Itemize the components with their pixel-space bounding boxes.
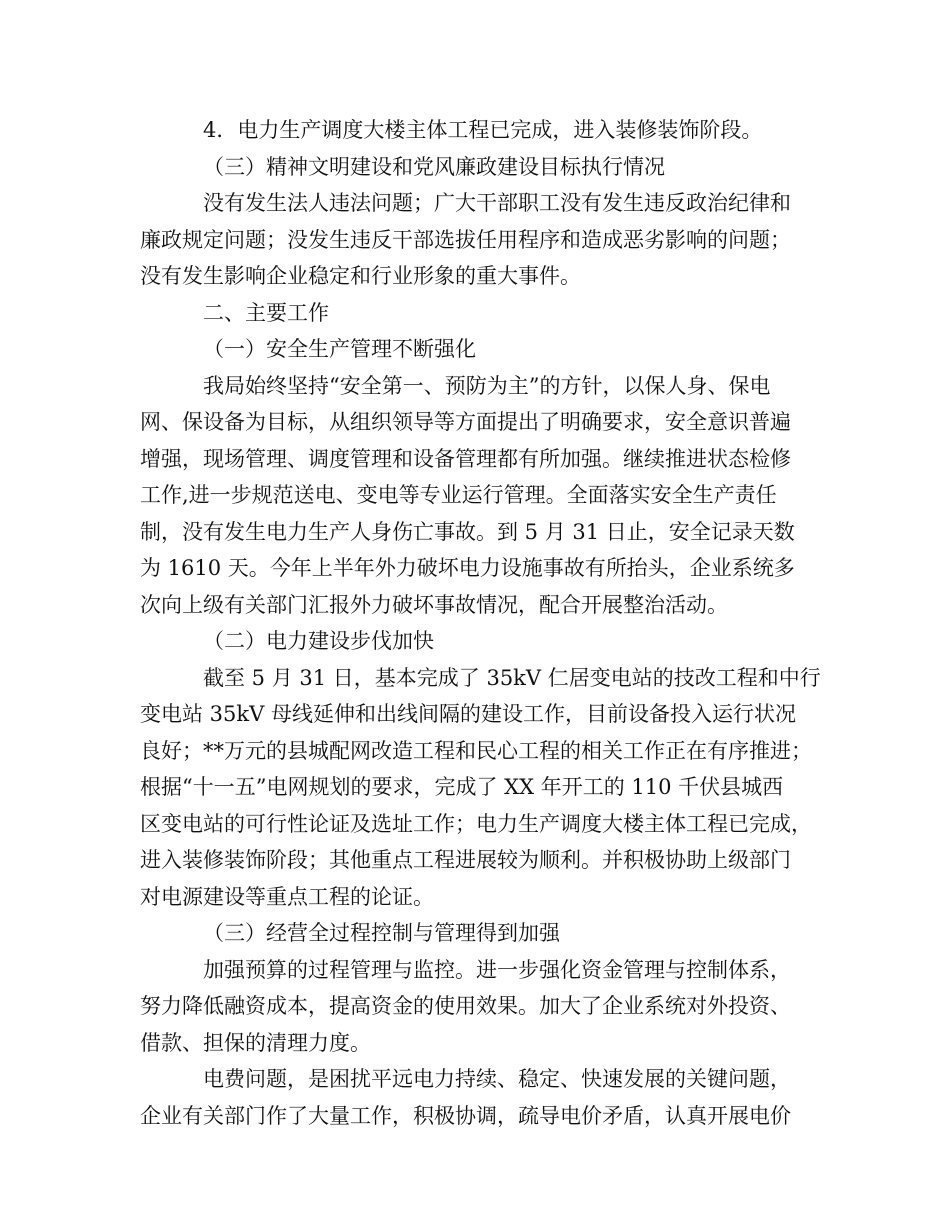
text-line: （三）精神文明建设和党风廉政建设目标执行情况: [203, 154, 665, 179]
text-line: 根据“十一五”电网规划的要求，完成了 XX 年开工的 110 千伏县城西: [140, 775, 784, 799]
text-line: 次向上级有关部门汇报外力破坏事故情况，配合开展整治活动。: [140, 592, 728, 617]
text-line: 电费问题，是困扰平远电力持续、稳定、快速发展的关键问题，: [203, 1067, 791, 1091]
text-line: 截至 5 月 31 日，基本完成了 35kV 仁居变电站的技改工程和中行: [203, 665, 821, 690]
text-line: （二）电力建设步伐加快: [203, 629, 434, 653]
text-line: 加强预算的过程管理与监控。进一步强化资金管理与控制体系，: [203, 957, 791, 982]
text-line: 变电站 35kV 母线延伸和出线间隔的建设工作，目前设备投入运行状况: [140, 702, 796, 726]
text-line: （一）安全生产管理不断强化: [203, 337, 476, 361]
text-line: 没有发生法人违法问题；广大干部职工没有发生违反政治纪律和: [203, 191, 791, 215]
text-line: 进入装修装饰阶段；其他重点工程进展较为顺利。并积极协助上级部门: [140, 848, 791, 872]
text-line: （三）经营全过程控制与管理得到加强: [203, 921, 560, 945]
text-line: 没有发生影响企业稳定和行业形象的重大事件。: [140, 264, 581, 288]
text-line: 二、主要工作: [203, 300, 329, 325]
document-body: [140, 112, 820, 1134]
text-line: 网、保设备为目标，从组织领导等方面提出了明确要求，安全意识普遍: [140, 410, 791, 434]
text-line: 为 1610 天。今年上半年外力破坏电力设施事故有所抬头，企业系统多: [140, 556, 795, 580]
text-line: 借款、担保的清理力度。: [140, 1030, 371, 1055]
text-line: 增强，现场管理、调度管理和设备管理都有所加强。继续推进状态检修: [140, 446, 791, 471]
text-line: 我局始终坚持“安全第一、预防为主”的方针，以保人身、保电: [203, 373, 771, 398]
text-line: 工作,进一步规范送电、变电等专业运行管理。全面落实安全生产责任: [140, 483, 777, 507]
text-line: 努力降低融资成本，提高资金的使用效果。加大了企业系统对外投资、: [140, 994, 791, 1018]
text-line: 廉政规定问题；没发生违反干部选拔任用程序和造成恶劣影响的问题；: [140, 227, 791, 252]
text-line: 区变电站的可行性论证及选址工作；电力生产调度大楼主体工程已完成，: [140, 811, 812, 836]
text-line: 4．电力生产调度大楼主体工程已完成，进入装修装饰阶段。: [203, 118, 763, 142]
text-line: 对电源建设等重点工程的论证。: [140, 884, 434, 909]
text-line: 良好；**万元的县城配网改造工程和民心工程的相关工作正在有序推进；: [140, 738, 812, 763]
text-line: 企业有关部门作了大量工作，积极协调，疏导电价矛盾，认真开展电价: [140, 1103, 791, 1128]
text-line: 制，没有发生电力生产人身伤亡事故。到 5 月 31 日止，安全记录天数: [140, 519, 795, 544]
